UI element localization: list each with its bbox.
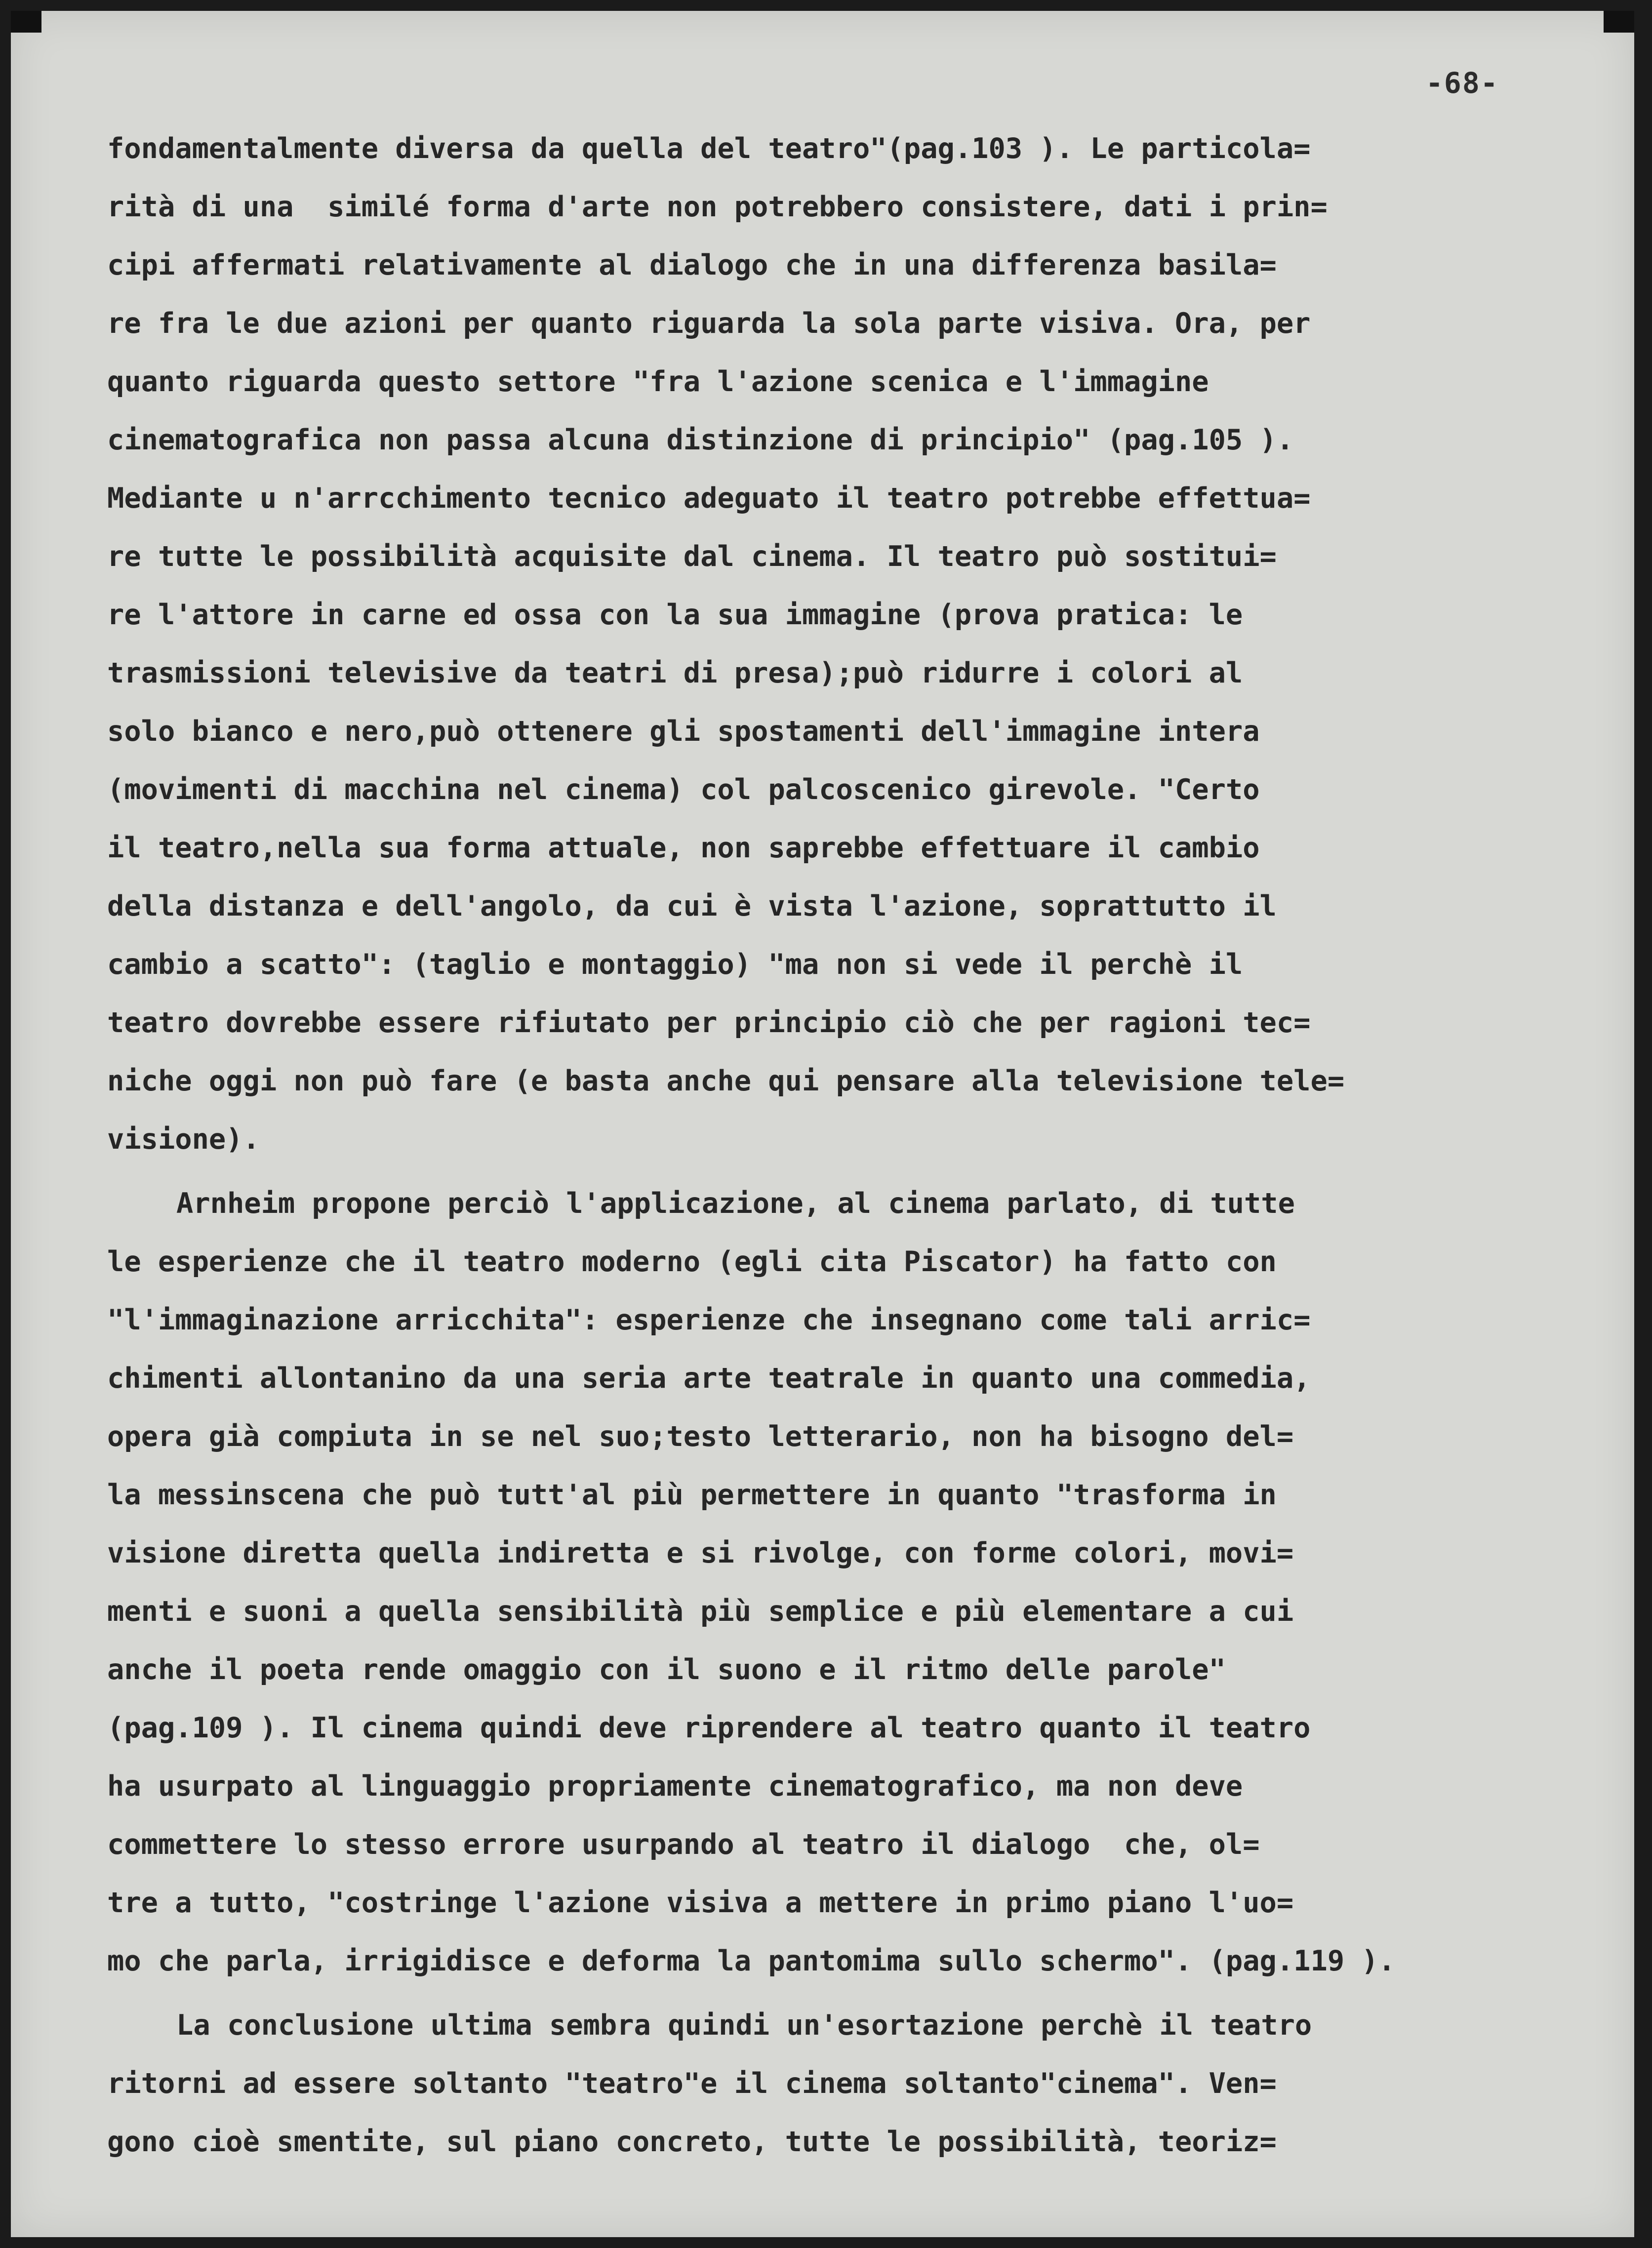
text-line: cambio a scatto": (taglio e montaggio) "ma non si vede il perchè il [107,948,1243,981]
text-line: Arnheim propone perciò l'applicazione, al cinema parlato, di tutte [176,1187,1295,1220]
text-line: anche il poeta rende omaggio con il suono e il ritmo delle parole" [107,1653,1226,1686]
text-line: cipi affermati relativamente al dialogo che in una differenza basila= [107,249,1277,281]
text-line: le esperienze che il teatro moderno (egli cita Piscator) ha fatto con [107,1245,1277,1278]
typed-text-body [107,120,1539,2171]
text-line: teatro dovrebbe essere rifiutato per principio ciò che per ragioni tec= [107,1006,1311,1039]
text-line: quanto riguarda questo settore "fra l'azione scenica e l'immagine [107,365,1209,398]
text-line: visione diretta quella indiretta e si rivolge, con forme colori, movi= [107,1537,1294,1569]
text-line: visione). [107,1123,260,1156]
text-line: "l'immaginazione arricchita": esperienze che insegnano come tali arric= [107,1304,1311,1336]
text-line: mo che parla, irrigidisce e deforma la pantomima sullo schermo". (pag.119 ). [107,1945,1396,1977]
text-line: della distanza e dell'angolo, da cui è vista l'azione, soprattutto il [107,890,1277,923]
text-line: solo bianco e nero,può ottenere gli spostamenti dell'immagine intera [107,715,1260,748]
text-line: fondamentalmente diversa da quella del teatro"(pag.103 ). Le particola= [107,132,1311,165]
document-page [11,11,1634,2237]
text-line: opera già compiuta in se nel suo;testo letterario, non ha bisogno del= [107,1420,1294,1453]
text-line: ritorni ad essere soltanto "teatro"e il cinema soltanto"cinema". Ven= [107,2067,1277,2100]
text-line: ha usurpato al linguaggio propriamente cinematografico, ma non deve [107,1770,1243,1803]
text-line: Mediante u n'arrcchimento tecnico adeguato il teatro potrebbe effettua= [107,482,1311,515]
text-line: il teatro,nella sua forma attuale, non saprebbe effettuare il cambio [107,832,1260,864]
text-line: chimenti allontanino da una seria arte teatrale in quanto una commedia, [107,1362,1311,1395]
text-line: menti e suoni a quella sensibilità più semplice e più elementare a cui [107,1595,1294,1628]
text-line: rità di una similé forma d'arte non potrebbero consistere, dati i prin= [107,191,1328,223]
text-line: cinematografica non passa alcuna distinzione di principio" (pag.105 ). [107,424,1294,456]
scan-corner-mark-right [1604,11,1634,33]
text-line: la messinscena che può tutt'al più permettere in quanto "trasforma in [107,1479,1277,1511]
page-number: -68- [1426,66,1499,100]
text-line: commettere lo stesso errore usurpando al teatro il dialogo che, ol= [107,1828,1260,1861]
scan-corner-mark-left [11,11,41,33]
text-line: (pag.109 ). Il cinema quindi deve riprendere al teatro quanto il teatro [107,1712,1311,1744]
text-line: tre a tutto, "costringe l'azione visiva a mettere in primo piano l'uo= [107,1887,1294,1919]
text-line: re fra le due azioni per quanto riguarda la sola parte visiva. Ora, per [107,307,1311,340]
text-line: gono cioè smentite, sul piano concreto, tutte le possibilità, teoriz= [107,2126,1277,2158]
text-line: re tutte le possibilità acquisite dal cinema. Il teatro può sostitui= [107,540,1277,573]
text-line: niche oggi non può fare (e basta anche qui pensare alla televisione tele= [107,1065,1345,1097]
text-line: (movimenti di macchina nel cinema) col palcoscenico girevole. "Certo [107,773,1260,806]
text-line: La conclusione ultima sembra quindi un'esortazione perchè il teatro [176,2009,1312,2042]
text-line: trasmissioni televisive da teatri di presa);può ridurre i colori al [107,657,1243,689]
text-line: re l'attore in carne ed ossa con la sua immagine (prova pratica: le [107,599,1243,631]
